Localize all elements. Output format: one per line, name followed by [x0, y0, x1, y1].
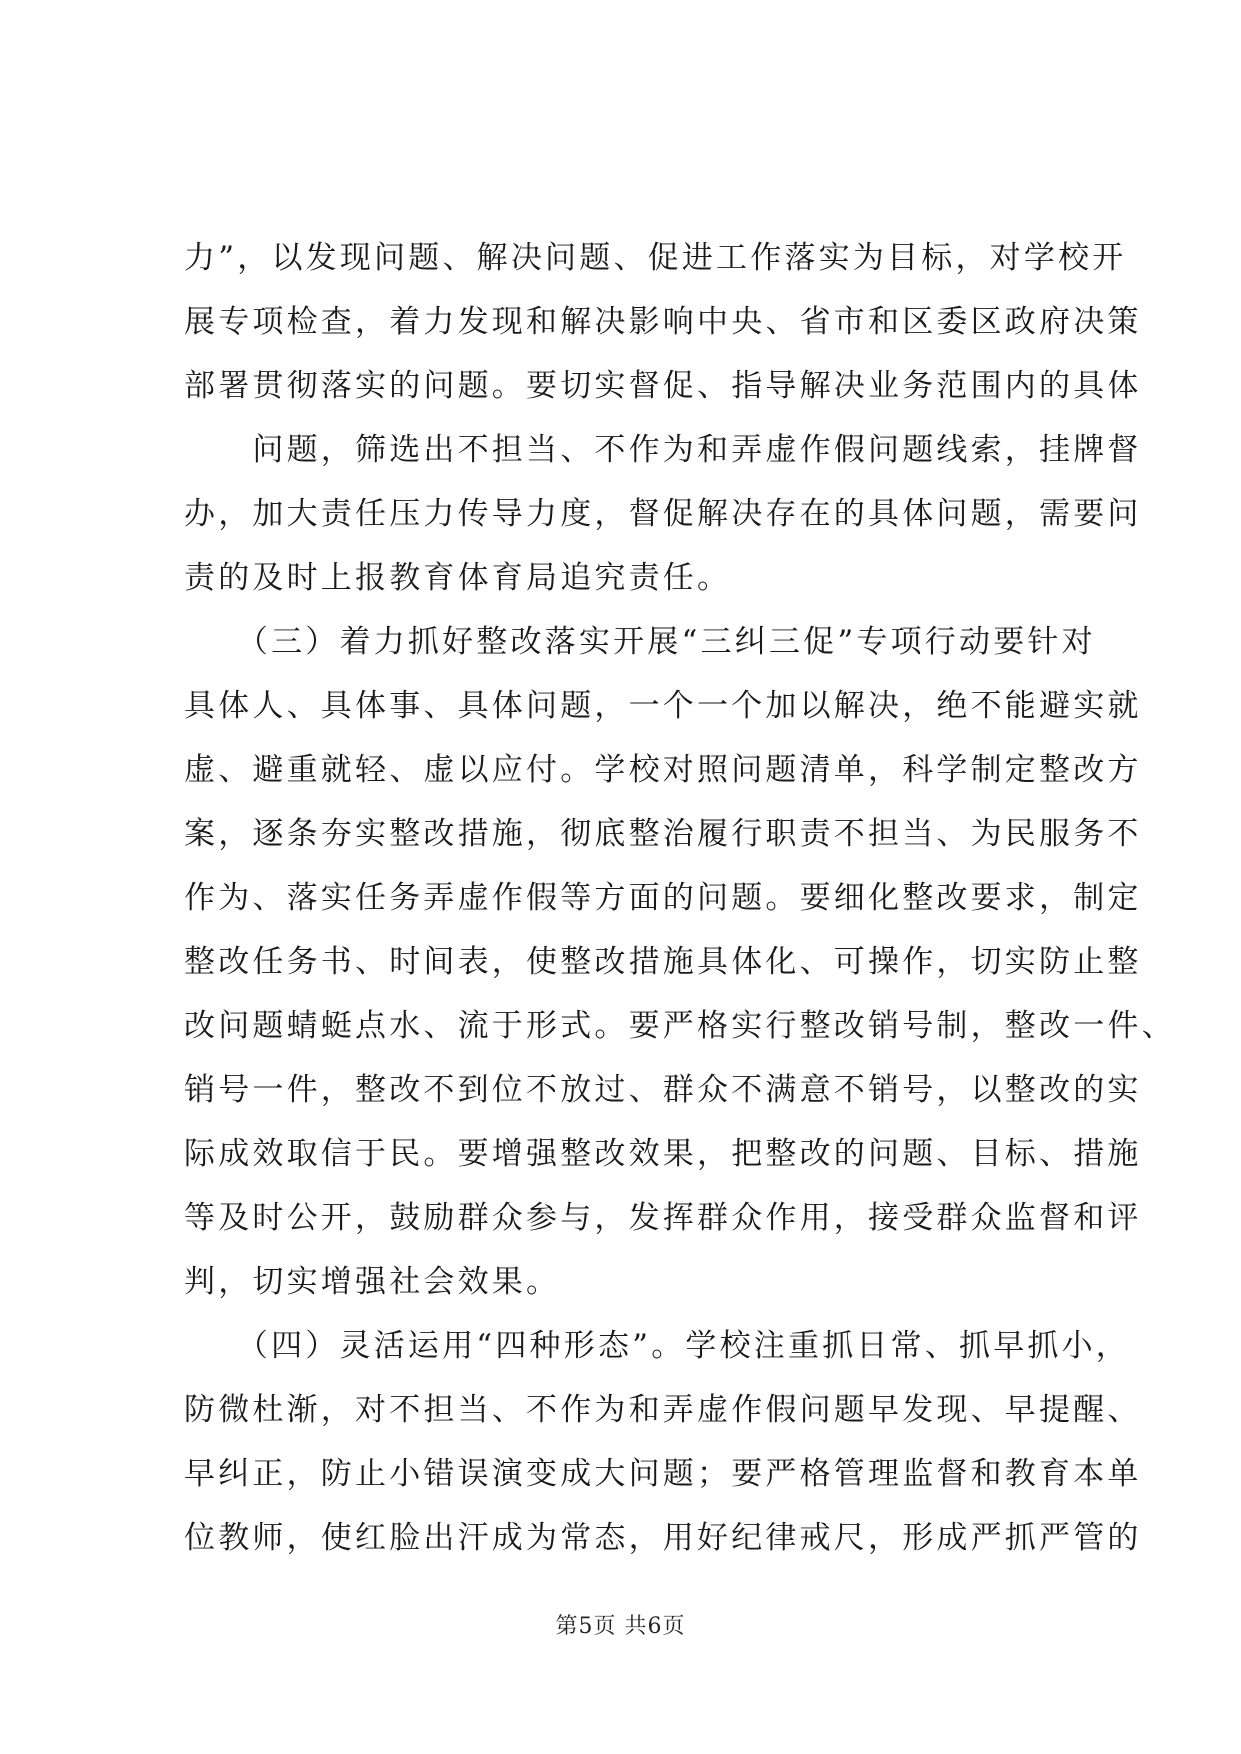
text-line: 部署贯彻落实的问题。要切实督促、指导解决业务范围内的具体	[184, 368, 1142, 404]
text-line: 整改任务书、时间表，使整改措施具体化、可操作，切实防止整	[184, 944, 1142, 980]
page-number-footer: 第5页 共6页	[555, 1614, 686, 1639]
text-line: 展专项检查，着力发现和解决影响中央、省市和区委区政府决策	[184, 304, 1142, 340]
text-line: 际成效取信于民。要增强整改效果，把整改的问题、目标、措施	[184, 1136, 1142, 1172]
text-line: 办，加大责任压力传导力度，督促解决存在的具体问题，需要问	[184, 496, 1142, 532]
body-text	[184, 226, 1176, 1570]
text-line: 作为、落实任务弄虚作假等方面的问题。要细化整改要求，制定	[184, 880, 1142, 916]
text-line: 问题，筛选出不担当、不作为和弄虚作假问题线索，挂牌督	[184, 432, 1142, 468]
text-line: （四）灵活运用“四种形态”。学校注重抓日常、抓早抓小，	[184, 1328, 1130, 1364]
text-line: 判，切实增强社会效果。	[184, 1264, 561, 1300]
text-line: 早纠正，防止小错误演变成大问题；要严格管理监督和教育本单	[184, 1456, 1142, 1492]
text-line: 案，逐条夯实整改措施，彻底整治履行职责不担当、为民服务不	[184, 816, 1142, 852]
text-line: 销号一件，整改不到位不放过、群众不满意不销号，以整改的实	[184, 1072, 1142, 1108]
text-line: 具体人、具体事、具体问题，一个一个加以解决，绝不能避实就	[184, 688, 1142, 724]
text-line: 责的及时上报教育体育局追究责任。	[184, 560, 732, 596]
text-line: 力”，以发现问题、解决问题、促进工作落实为目标，对学校开	[184, 240, 1127, 276]
text-line: 等及时公开，鼓励群众参与，发挥群众作用，接受群众监督和评	[184, 1200, 1142, 1236]
text-line: 位教师，使红脸出汗成为常态，用好纪律戒尺，形成严抓严管的	[184, 1520, 1142, 1556]
text-line: （三）着力抓好整改落实开展“三纠三促”专项行动要针对	[184, 624, 1096, 660]
text-line: 虚、避重就轻、虚以应付。学校对照问题清单，科学制定整改方	[184, 752, 1142, 788]
text-line: 防微杜渐，对不担当、不作为和弄虚作假问题早发现、早提醒、	[184, 1392, 1142, 1428]
text-line: 改问题蜻蜓点水、流于形式。要严格实行整改销号制，整改一件、	[184, 1008, 1176, 1044]
